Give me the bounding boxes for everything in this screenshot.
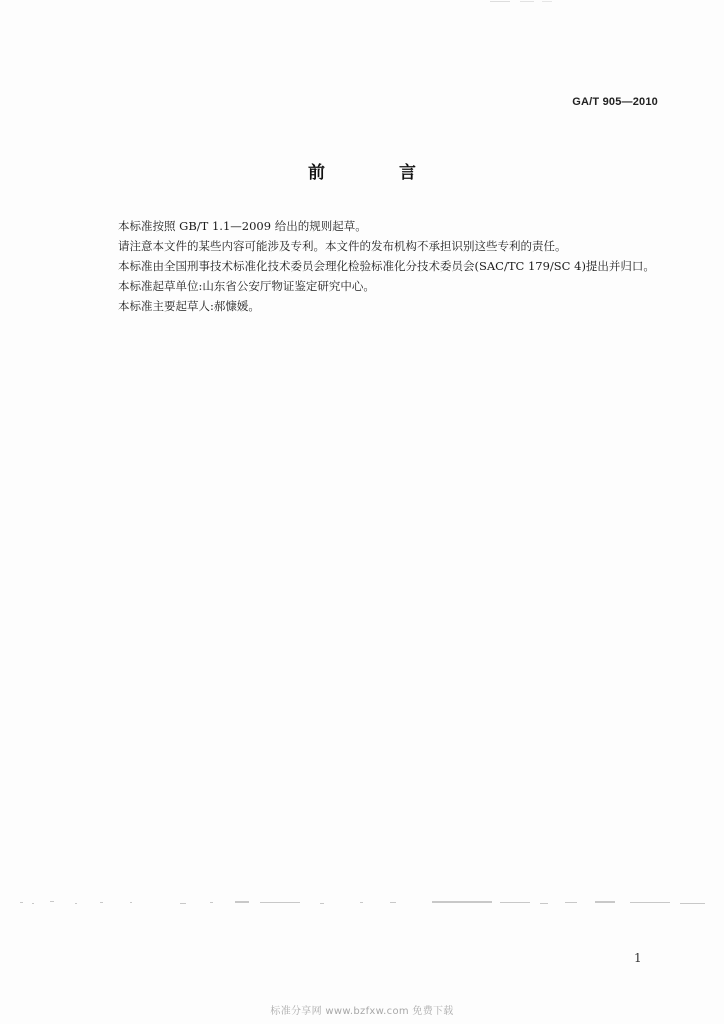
document-code: GA/T 905—2010: [572, 96, 658, 108]
paragraph-patent-notice: 请注意本文件的某些内容可能涉及专利。本文件的发布机构不承担识别这些专利的责任。: [118, 239, 567, 253]
paragraph-main-drafters: 本标准主要起草人:郝慷媛。: [118, 299, 260, 313]
paragraph-drafting-rules: 本标准按照 GB/T 1.1—2009 给出的规则起草。: [118, 219, 367, 233]
preface-body: [84, 216, 658, 316]
paragraph-drafting-unit: 本标准起草单位:山东省公安厅物证鉴定研究中心。: [118, 279, 375, 293]
page-title: 前 言: [308, 163, 450, 183]
watermark-text: 标准分享网 www.bzfxw.com 免费下载: [270, 1006, 454, 1017]
scan-noise-line: [20, 896, 710, 910]
paragraph-proposer: 本标准由全国刑事技术标准化技术委员会理化检验标准化分技术委员会(SAC/TC 179/SC 4)提出并归口。: [118, 259, 655, 273]
page-number: 1: [634, 951, 642, 965]
scan-artifact-top: [490, 0, 560, 4]
